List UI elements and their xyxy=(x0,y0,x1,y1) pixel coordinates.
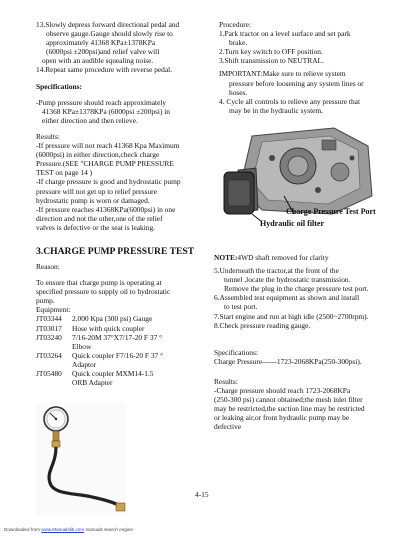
page-number: 4-15 xyxy=(195,490,209,499)
results-line: -If charge pressure is good and hydrostatic pump xyxy=(36,177,181,187)
section-heading: 3.CHARGE PUMP PRESSURE TEST xyxy=(36,245,195,257)
purpose-line: specified pressure to supply oil to hydrostatic xyxy=(36,287,171,297)
hydraulic-oil-filter-label: Hydraulic oil filter xyxy=(260,219,324,228)
spec-line2: 41368 KPa±1378KPa (6000psi ±200psi) in xyxy=(42,106,171,116)
charge-pressure-test-port-label: Charge Pressure Test Port xyxy=(286,207,376,216)
procedure-step: 3.Shift transmission to NEUTRAL. xyxy=(219,56,324,66)
spec-line3: either direction and then relieve. xyxy=(42,115,138,125)
step-4: 4. Cycle all controls to relieve any pressure that xyxy=(219,96,360,106)
step-8: 8.Check pressure reading gauge. xyxy=(214,320,311,330)
results-line: TEST on page 14 ) xyxy=(36,168,93,178)
step-5: Remove the plug in the charge pressure test port. xyxy=(224,284,369,294)
equipment-desc: Hose with quick coupler xyxy=(72,323,145,333)
equipment-desc: Adaptor xyxy=(72,359,97,369)
spec-line1: -Pump pressure should reach approximately xyxy=(36,97,167,107)
results-line-right: may be restricted,the suction line may be restricted xyxy=(214,404,365,414)
results-line: -If pressure reaches 41368KPa(6000psi) in one xyxy=(36,204,176,214)
equipment-row xyxy=(36,324,206,333)
download-footer xyxy=(4,527,133,532)
reason-label: Reason: xyxy=(36,261,60,271)
left-column xyxy=(36,20,206,387)
equipment-code: JT03240 xyxy=(36,332,62,342)
step-13-line3: approximately 41368 KPa±1378KPa xyxy=(46,38,156,48)
note xyxy=(214,253,390,262)
step-5: 5.Underneath the tractor,at the front of the xyxy=(214,266,339,276)
equipment-desc: Quick coupler F7/16-20 F 37 ° xyxy=(72,350,164,360)
equipment-row xyxy=(36,369,206,387)
equipment-row xyxy=(36,351,206,369)
step-6: to test port. xyxy=(224,302,258,312)
step-13-line1: 13.Slowly depress forward directional pedal and xyxy=(36,20,180,29)
procedure-step: 2.Turn key switch to OFF position. xyxy=(219,47,323,57)
results-heading: Results: xyxy=(36,131,60,141)
equipment-desc: 7/16-20M 37°X7/17-20 F 37 ° xyxy=(72,332,163,342)
purpose-line: To ensure that charge pump is operating at xyxy=(36,278,162,288)
purpose-line: pump. xyxy=(36,296,55,306)
equipment-heading: Equipment: xyxy=(36,305,71,315)
specifications-heading: Specifications: xyxy=(36,81,82,91)
equipment-code: JT03017 xyxy=(36,323,62,333)
step-7: 7.Start engine and run at high idle (2500~2700rpm). xyxy=(214,311,369,321)
gauge-hose-photo xyxy=(36,403,126,515)
footer-link[interactable]: www.Manualslib.com xyxy=(41,527,85,532)
footer-prefix: Downloaded from xyxy=(4,527,42,532)
equipment-code: JT05480 xyxy=(36,369,62,378)
note-text: 4WD shaft removed for clarity xyxy=(237,253,329,262)
important-note: IMPORTANT:Make sure to relieve system xyxy=(219,69,346,79)
step-5: tunnel ,locate the hydrostatic transmission. xyxy=(224,275,351,285)
note-label: NOTE: xyxy=(214,253,238,262)
step-13-line4: (6000psi ±200psi)and relief valve will xyxy=(46,47,160,57)
right-column-bottom xyxy=(214,253,390,432)
equipment-desc: Quick coupler MXM14-1.5 xyxy=(72,369,154,378)
results-line: -If pressure will not reach 41368 Kpa Maximum xyxy=(36,141,180,151)
results-line: hydrostatic pump is worn or damaged. xyxy=(36,195,150,205)
procedure-step: brake. xyxy=(229,38,248,48)
results-line: direction and not the other,one of the relief xyxy=(36,213,163,223)
results-line: pressure will not get up to relief pressure xyxy=(36,186,157,196)
equipment-code: JT03264 xyxy=(36,350,62,360)
right-column-top xyxy=(219,20,389,115)
spec-heading-right: Specifications: xyxy=(214,347,258,357)
results-line-right: (250-300 psi) cannot obtained;the mesh inlet filter xyxy=(214,395,363,405)
procedure-heading: Procedure: xyxy=(219,20,252,29)
spec-text-right: Charge Pressure------1723-2068KPa(250-300psi). xyxy=(214,356,362,366)
important-note: hoses. xyxy=(229,87,248,97)
results-line-right: defective xyxy=(214,422,242,432)
equipment-desc: Elbow xyxy=(72,341,92,351)
results-line-right: or leaking air,or front hydraulic pump may be xyxy=(214,413,350,423)
results-line: (6000psi) in either direction,check charge xyxy=(36,150,160,160)
step-4: may be in the hydraulic system. xyxy=(229,105,324,115)
equipment-code: JT03344 xyxy=(36,314,62,324)
equipment-row xyxy=(36,333,206,351)
equipment-desc: 2.000 Kpa (300 psi) Gauge xyxy=(72,314,153,324)
equipment-desc: ORB Adapter xyxy=(72,378,113,388)
important-note: pressure before loosening any system lines or xyxy=(229,78,364,88)
results-line: valves is defective or the seat is leaking. xyxy=(36,222,156,232)
step-14: 14.Repeat same procedure with reverse pedal. xyxy=(36,65,173,75)
footer-suffix: manuals search engine xyxy=(84,527,133,532)
step-6: 6.Assembled test equipment as shown and install xyxy=(214,293,360,303)
procedure-step: 1.Park tractor on a level surface and set park xyxy=(219,29,351,39)
step-13-line2: observe gauge.Gauge should slowly rise to xyxy=(46,29,173,39)
equipment-row xyxy=(36,314,206,323)
results-line: Pressure.(SEE "CHARGE PUMP PRESSURE xyxy=(36,159,174,169)
results-heading-right: Results: xyxy=(214,376,238,386)
results-line-right: -Charge pressure should reach 1723-2068KPa xyxy=(214,386,351,396)
step-13-line5: open with an audible squealing noise. xyxy=(42,56,154,66)
